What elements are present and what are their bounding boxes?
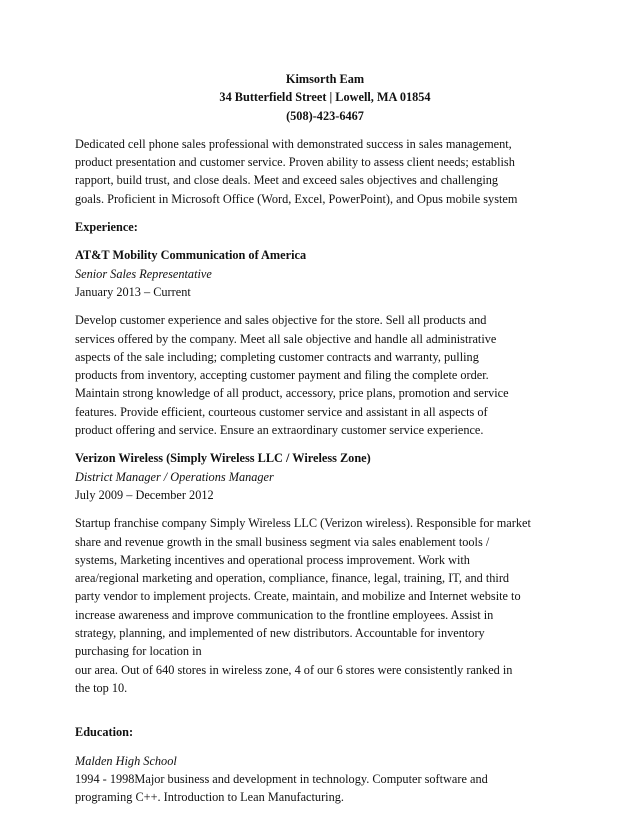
job-description-line: party vendor to implement projects. Create, maintain, and mobilize and Internet website to: [75, 589, 521, 604]
job-entry-verizon: [75, 449, 575, 697]
job-description-line: strategy, planning, and implemented of new distributors. Accountable for inventory: [75, 626, 485, 641]
job-dates: January 2013 – Current: [75, 284, 191, 299]
summary-paragraph: [75, 135, 575, 208]
spacer: [75, 208, 575, 218]
school-name: Malden High School: [75, 753, 177, 768]
job-description-line: Startup franchise company Simply Wireless LLC (Verizon wireless). Responsible for market: [75, 516, 531, 531]
employer-name: AT&T Mobility Communication of America: [75, 248, 307, 263]
job-description-line: share and revenue growth in the small business segment via sales enablement tools /: [75, 534, 490, 549]
job-description-line: services offered by the company. Meet all sale objective and handle all administrative: [75, 331, 497, 346]
job-description-line: aspects of the sale including; completing customer contracts and warranty, pulling: [75, 349, 479, 364]
spacer: [75, 697, 575, 723]
candidate-name: Kimsorth Eam: [285, 72, 365, 86]
spacer: [75, 301, 575, 311]
candidate-address: 34 Butterfield Street | Lowell, MA 01854: [219, 90, 431, 105]
experience-heading: Experience:: [75, 220, 138, 235]
job-description-line: purchasing for location in: [75, 644, 202, 659]
job-description-line: area/regional marketing and operation, compliance, finance, legal, training, IT, and third: [75, 571, 510, 586]
job-dates: July 2009 – December 2012: [75, 487, 214, 502]
job-description-line: product offering and service. Ensure an extraordinary customer service experience.: [75, 423, 484, 438]
summary-line: goals. Proficient in Microsoft Office (Word, Excel, PowerPoint), and Opus mobile system: [75, 191, 518, 206]
education-entry: [75, 752, 575, 807]
education-heading: Education:: [75, 725, 134, 740]
summary-line: product presentation and customer service. Proven ability to assess client needs; establish: [75, 155, 515, 170]
resume-page: [75, 70, 575, 806]
job-description-line: Develop customer experience and sales objective for the store. Sell all products and: [75, 313, 487, 328]
job-description-line: systems, Marketing incentives and operational process improvement. Work with: [75, 552, 470, 567]
job-description-line: our area. Out of 640 stores in wireless zone, 4 of our 6 stores were consistently ranked in: [75, 662, 513, 677]
job-description-line: the top 10.: [75, 680, 128, 695]
spacer: [75, 125, 575, 135]
employer-name: Verizon Wireless (Simply Wireless LLC / Wireless Zone): [75, 451, 371, 466]
summary-line: Dedicated cell phone sales professional with demonstrated success in sales management,: [75, 136, 512, 151]
job-description-line: increase awareness and improve communication to the frontline employees. Assist in: [75, 607, 494, 622]
job-title: Senior Sales Representative: [75, 266, 212, 281]
job-entry-att: [75, 246, 575, 439]
spacer: [75, 504, 575, 514]
job-description-line: Maintain strong knowledge of all product, accessory, price plans, promotion and service: [75, 386, 509, 401]
candidate-phone: (508)-423-6467: [286, 108, 364, 123]
education-description-line: programing C++. Introduction to Lean Manufacturing.: [75, 790, 344, 805]
spacer: [75, 236, 575, 246]
job-description-line: features. Provide efficient, courteous customer service and assistant in all aspects of: [75, 404, 488, 419]
job-description-line: products from inventory, accepting customer payment and filing the complete order.: [75, 368, 489, 383]
summary-line: rapport, build trust, and close deals. Meet and exceed sales objectives and challenging: [75, 173, 499, 188]
spacer: [75, 439, 575, 449]
spacer: [75, 742, 575, 752]
job-title: District Manager / Operations Manager: [75, 469, 274, 484]
education-description-line: 1994 - 1998Major business and development in technology. Computer software and: [75, 771, 488, 786]
